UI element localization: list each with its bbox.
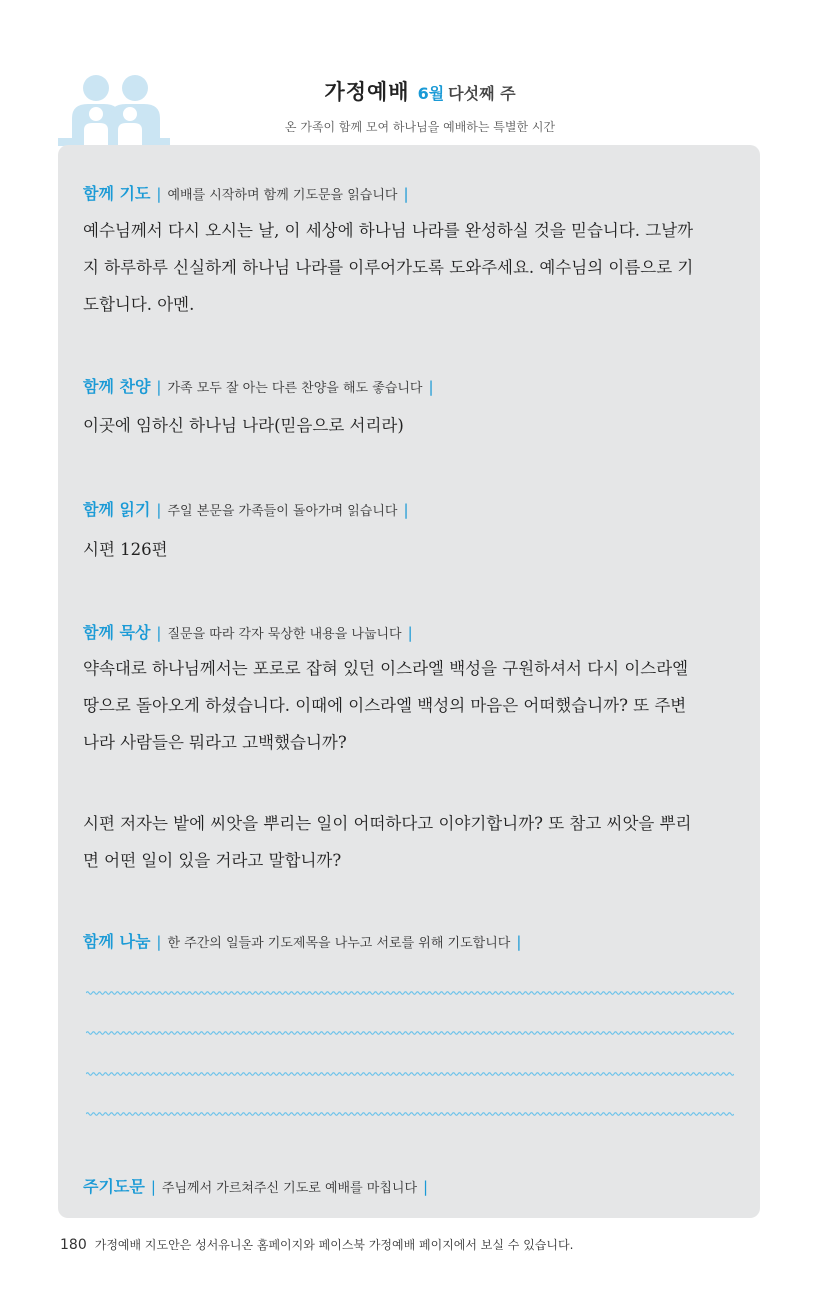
text-line: 시편 저자는 밭에 씨앗을 뿌리는 일이 어떠하다고 이야기합니까? 또 참고 씨앗을 뿌리 bbox=[83, 814, 692, 833]
text-line: 도합니다. 아멘. bbox=[83, 295, 195, 314]
section-desc: 질문을 따라 각자 묵상한 내용을 나눕니다 bbox=[167, 627, 402, 642]
month-text: 6월 bbox=[417, 84, 445, 103]
section-title: 함께 나눔 bbox=[83, 932, 151, 951]
section-desc: 주님께서 가르쳐주신 기도로 예배를 마칩니다 bbox=[161, 1181, 418, 1196]
text-line: 이곳에 임하신 하나님 나라(믿음으로 서리라) bbox=[83, 416, 404, 435]
writing-line[interactable] bbox=[86, 1109, 734, 1119]
section-desc: 주일 본문을 가족들이 돌아가며 읽습니다 bbox=[167, 504, 398, 519]
page-title bbox=[0, 76, 840, 106]
divider: | bbox=[156, 185, 162, 203]
section-desc: 예배를 시작하며 함께 기도문을 읽습니다 bbox=[167, 188, 398, 203]
meditation-question-1 bbox=[83, 650, 738, 761]
section-title: 주기도문 bbox=[83, 1177, 145, 1196]
writing-line[interactable] bbox=[86, 1069, 734, 1079]
divider: | bbox=[156, 501, 162, 519]
title-text: 가정예배 bbox=[324, 80, 410, 104]
divider: | bbox=[407, 624, 413, 642]
divider: | bbox=[423, 1178, 429, 1196]
text-line: 땅으로 돌아오게 하셨습니다. 이때에 이스라엘 백성의 마음은 어떠했습니까? 또 주변 bbox=[83, 696, 687, 715]
text-line: 예수님께서 다시 오시는 날, 이 세상에 하나님 나라를 완성하실 것을 믿습니다. 그날까 bbox=[83, 221, 694, 240]
divider: | bbox=[428, 378, 434, 396]
reading-text bbox=[83, 531, 738, 568]
section-heading-meditation bbox=[83, 620, 419, 643]
section-desc: 한 주간의 일들과 기도제목을 나누고 서로를 위해 기도합니다 bbox=[167, 936, 511, 951]
section-title: 함께 읽기 bbox=[83, 500, 151, 519]
writing-line[interactable] bbox=[86, 988, 734, 998]
section-heading-reading bbox=[83, 497, 415, 520]
section-heading-praise bbox=[83, 374, 440, 397]
page-subtitle: 온 가족이 함께 모여 하나님을 예배하는 특별한 시간 bbox=[284, 120, 556, 134]
divider: | bbox=[156, 378, 162, 396]
text-line: 면 어떤 일이 있을 거라고 말합니까? bbox=[83, 851, 342, 870]
section-heading-prayer bbox=[83, 181, 415, 204]
meditation-question-2 bbox=[83, 805, 738, 879]
divider: | bbox=[403, 185, 409, 203]
prayer-text bbox=[83, 212, 738, 323]
text-line: 나라 사람들은 뭐라고 고백했습니까? bbox=[83, 733, 347, 752]
footer-text: 가정예배 지도안은 성서유니온 홈페이지와 페이스북 가정예배 페이지에서 보실 수 있습니다. bbox=[94, 1238, 574, 1252]
page-number: 180 bbox=[60, 1237, 87, 1253]
praise-text bbox=[83, 407, 738, 444]
text-line: 약속대로 하나님께서는 포로로 잡혀 있던 이스라엘 백성을 구원하셔서 다시 이스라엘 bbox=[83, 659, 689, 678]
divider: | bbox=[156, 933, 162, 951]
week-text: 다섯째 주 bbox=[448, 84, 516, 103]
section-title: 함께 기도 bbox=[83, 184, 151, 203]
page-footer bbox=[60, 1236, 573, 1253]
divider: | bbox=[156, 624, 162, 642]
section-heading-lords-prayer bbox=[83, 1174, 434, 1197]
divider: | bbox=[516, 933, 522, 951]
section-title: 함께 묵상 bbox=[83, 623, 151, 642]
section-desc: 가족 모두 잘 아는 다른 찬양을 해도 좋습니다 bbox=[167, 381, 423, 396]
writing-line[interactable] bbox=[86, 1028, 734, 1038]
divider: | bbox=[150, 1178, 156, 1196]
divider: | bbox=[403, 501, 409, 519]
section-title: 함께 찬양 bbox=[83, 377, 151, 396]
section-heading-sharing bbox=[83, 929, 527, 952]
text-line: 지 하루하루 신실하게 하나님 나라를 이루어가도록 도와주세요. 예수님의 이름으로 기 bbox=[83, 258, 694, 277]
text-line: 시편 126편 bbox=[83, 540, 168, 559]
